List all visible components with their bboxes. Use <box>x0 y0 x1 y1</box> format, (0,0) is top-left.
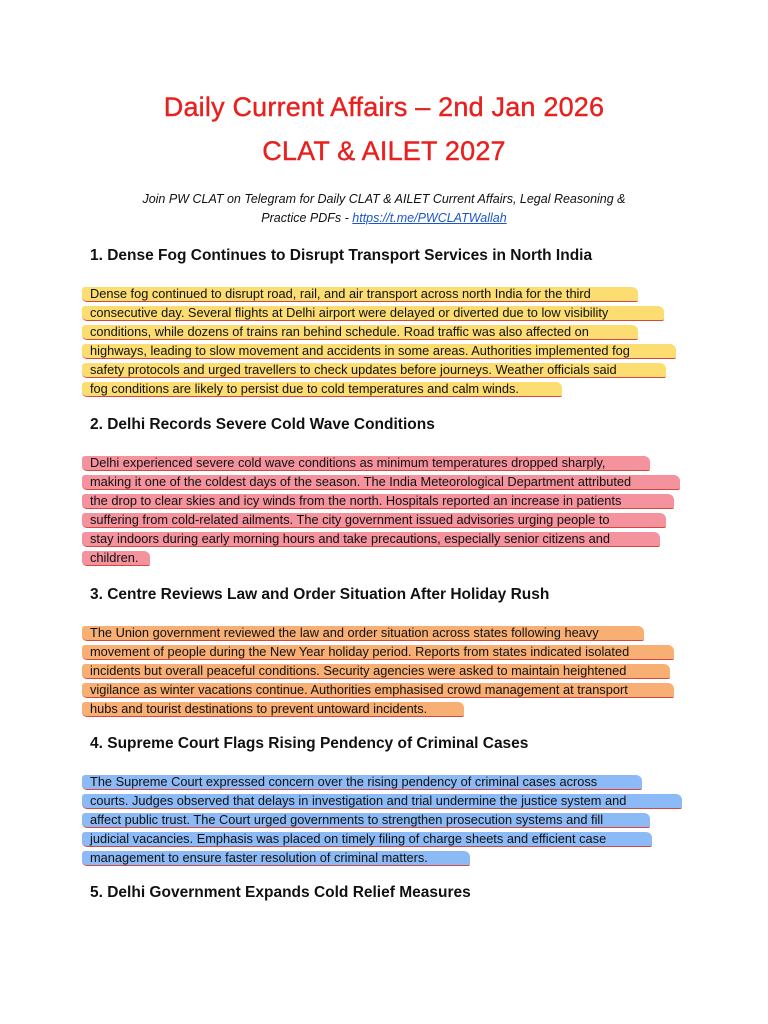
body-line: incidents but overall peaceful conditions. Security agencies were asked to maintain heightened <box>90 661 690 680</box>
body-line: The Supreme Court expressed concern over the rising pendency of criminal cases across <box>90 772 690 791</box>
page-subtitle: CLAT & AILET 2027 <box>262 136 506 166</box>
intro-line-1: Join PW CLAT on Telegram for Daily CLAT & AILET Current Affairs, Legal Reasoning & <box>142 192 626 206</box>
body-line: conditions, while dozens of trains ran behind schedule. Road traffic was also affected on <box>90 322 690 341</box>
body-line: hubs and tourist destinations to prevent untoward incidents. <box>90 699 690 718</box>
body-line: stay indoors during early morning hours and take precautions, especially senior citizens and <box>90 529 690 548</box>
body-line: vigilance as winter vacations continue. Authorities emphasised crowd management at transport <box>90 680 690 699</box>
body-line: safety protocols and urged travellers to check updates before journeys. Weather officials said <box>90 360 690 379</box>
section-heading-5: 5. Delhi Government Expands Cold Relief Measures <box>90 884 471 901</box>
section-body-4 <box>90 772 690 867</box>
intro-text <box>100 190 668 228</box>
body-line: making it one of the coldest days of the season. The India Meteorological Department attributed <box>90 472 690 491</box>
body-line: children. <box>90 548 690 567</box>
body-line: The Union government reviewed the law and order situation across states following heavy <box>90 623 690 642</box>
section-heading-3: 3. Centre Reviews Law and Order Situation After Holiday Rush <box>90 586 550 603</box>
body-line: Delhi experienced severe cold wave conditions as minimum temperatures dropped sharply, <box>90 453 690 472</box>
body-line: Dense fog continued to disrupt road, rail, and air transport across north India for the third <box>90 284 690 303</box>
intro-line-2-prefix: Practice PDFs - <box>261 211 353 225</box>
telegram-link[interactable]: https://t.me/PWCLATWallah <box>352 211 507 225</box>
body-line: judicial vacancies. Emphasis was placed on timely filing of charge sheets and efficient case <box>90 829 690 848</box>
body-line: suffering from cold-related ailments. The city government issued advisories urging people to <box>90 510 690 529</box>
body-line: highways, leading to slow movement and accidents in some areas. Authorities implemented fog <box>90 341 690 360</box>
body-line: consecutive day. Several flights at Delhi airport were delayed or diverted due to low visibility <box>90 303 690 322</box>
page-title: Daily Current Affairs – 2nd Jan 2026 <box>163 92 605 122</box>
body-line: management to ensure faster resolution of criminal matters. <box>90 848 690 867</box>
section-body-1 <box>90 284 690 398</box>
section-heading-1: 1. Dense Fog Continues to Disrupt Transport Services in North India <box>90 247 593 264</box>
body-line: courts. Judges observed that delays in investigation and trial undermine the justice system and <box>90 791 690 810</box>
body-line: movement of people during the New Year holiday period. Reports from states indicated isolated <box>90 642 690 661</box>
section-heading-2: 2. Delhi Records Severe Cold Wave Conditions <box>90 416 435 433</box>
intro-line-2 <box>100 209 668 228</box>
section-heading-4: 4. Supreme Court Flags Rising Pendency of Criminal Cases <box>90 735 529 752</box>
body-line: affect public trust. The Court urged governments to strengthen prosecution systems and fill <box>90 810 690 829</box>
body-line: the drop to clear skies and icy winds from the north. Hospitals reported an increase in patients <box>90 491 690 510</box>
section-body-3 <box>90 623 690 718</box>
body-line: fog conditions are likely to persist due to cold temperatures and calm winds. <box>90 379 690 398</box>
section-body-2 <box>90 453 690 567</box>
